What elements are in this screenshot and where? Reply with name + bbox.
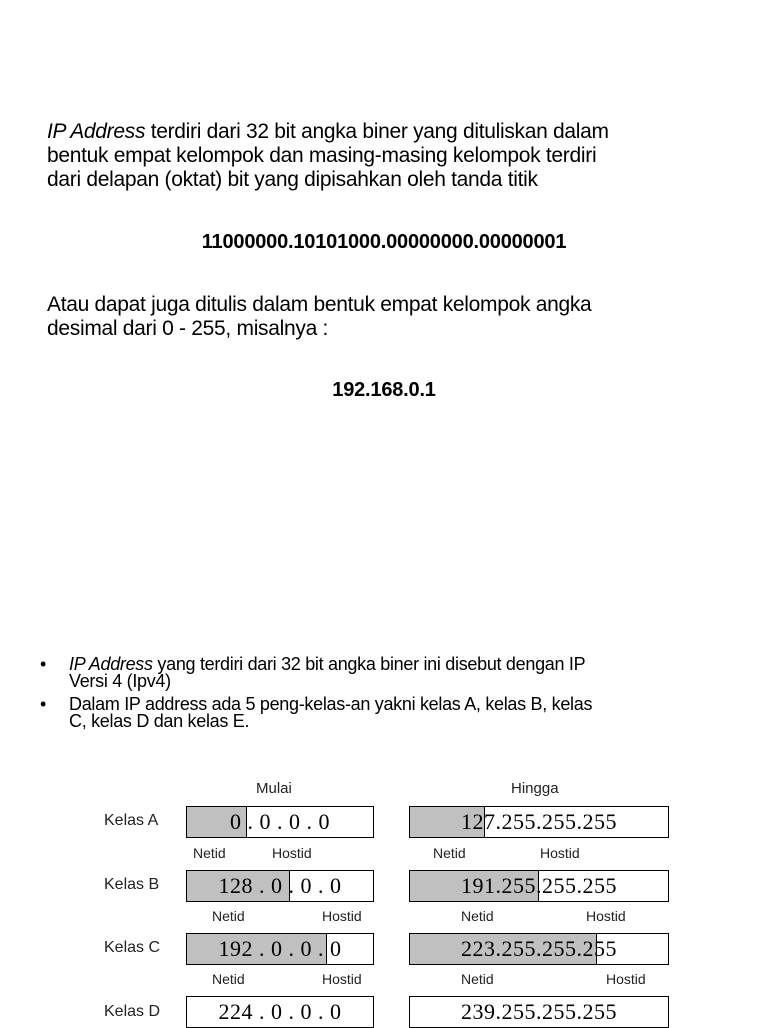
class-a-end-box (409, 806, 669, 838)
class-c-end-hostid: Hostid (606, 971, 646, 987)
class-c-start-hostid: Hostid (322, 971, 362, 987)
class-b-end-netid: Netid (461, 908, 494, 924)
class-b-start-box (186, 870, 374, 902)
decimal-paragraph (47, 293, 727, 341)
intro-line-1 (47, 120, 727, 144)
class-d-start-box (186, 996, 374, 1028)
bullet-classes-line-2: C, kelas D dan kelas E. (69, 711, 250, 731)
intro-paragraph (47, 120, 727, 192)
class-b-end-value: 191.255.255.255 (461, 873, 617, 898)
class-d-start-value: 224 . 0 . 0 . 0 (218, 999, 342, 1024)
class-c-end-value: 223.255.255.255 (461, 936, 617, 961)
column-header-end: Hingga (511, 780, 559, 797)
decimal-line-2: desimal dari 0 - 255, misalnya : (47, 317, 329, 340)
class-b-end-hostid: Hostid (586, 908, 626, 924)
intro-term: IP Address (47, 120, 146, 143)
bullet-ipv4-line-2: Versi 4 (Ipv4) (69, 671, 171, 691)
class-c-start-netid: Netid (212, 971, 245, 987)
intro-line-1-rest: terdiri dari 32 bit angka biner yang dituliskan dalam (145, 120, 609, 143)
class-c-start-value: 192 . 0 . 0 . 0 (218, 936, 342, 961)
class-a-start-netid: Netid (193, 845, 226, 861)
class-c-label: Kelas C (104, 939, 161, 956)
ip-class-figure (0, 775, 768, 1024)
class-d-label: Kelas D (104, 1003, 161, 1020)
class-b-start-netid: Netid (212, 908, 245, 924)
class-c-end-box (409, 933, 669, 965)
class-a-start-value: 0 . 0 . 0 . 0 (230, 809, 330, 834)
bullet-item-ipv4 (40, 656, 740, 690)
class-a-end-hostid: Hostid (540, 845, 580, 861)
class-a-end-netid: Netid (433, 845, 466, 861)
class-b-label: Kelas B (104, 876, 160, 893)
class-b-start-hostid: Hostid (322, 908, 362, 924)
bullet-item-classes (40, 696, 740, 730)
class-d-end-box (409, 996, 669, 1028)
bullet-dot-icon: • (40, 654, 47, 674)
bullet-dot-icon: • (40, 694, 47, 714)
decimal-line-1: Atau dapat juga ditulis dalam bentuk empat kelompok angka (47, 293, 592, 316)
bullet-ipv4-term: IP Address (69, 654, 153, 674)
class-a-start-box (186, 806, 374, 838)
column-header-start: Mulai (256, 780, 292, 797)
class-d-end-value: 239.255.255.255 (461, 999, 617, 1024)
class-b-start-value: 128 . 0 . 0 . 0 (218, 873, 342, 898)
bullet-list (40, 656, 740, 736)
binary-example: 11000000.10101000.00000000.00000001 (201, 231, 567, 253)
intro-line-3: dari delapan (oktat) bit yang dipisahkan oleh tanda titik (47, 168, 538, 191)
bullet-classes-line-1: Dalam IP address ada 5 peng-kelas-an yakni kelas A, kelas B, kelas (69, 694, 593, 714)
class-a-start-hostid: Hostid (272, 845, 312, 861)
decimal-example: 192.168.0.1 (332, 379, 436, 401)
class-a-end-value: 127.255.255.255 (461, 809, 617, 834)
class-b-end-box (409, 870, 669, 902)
bullet-ipv4-rest: yang terdiri dari 32 bit angka biner ini disebut dengan IP (152, 654, 586, 674)
class-c-end-netid: Netid (461, 971, 494, 987)
intro-line-2: bentuk empat kelompok dan masing-masing kelompok terdiri (47, 144, 597, 167)
class-c-start-box (186, 933, 374, 965)
class-a-label: Kelas A (104, 812, 159, 829)
